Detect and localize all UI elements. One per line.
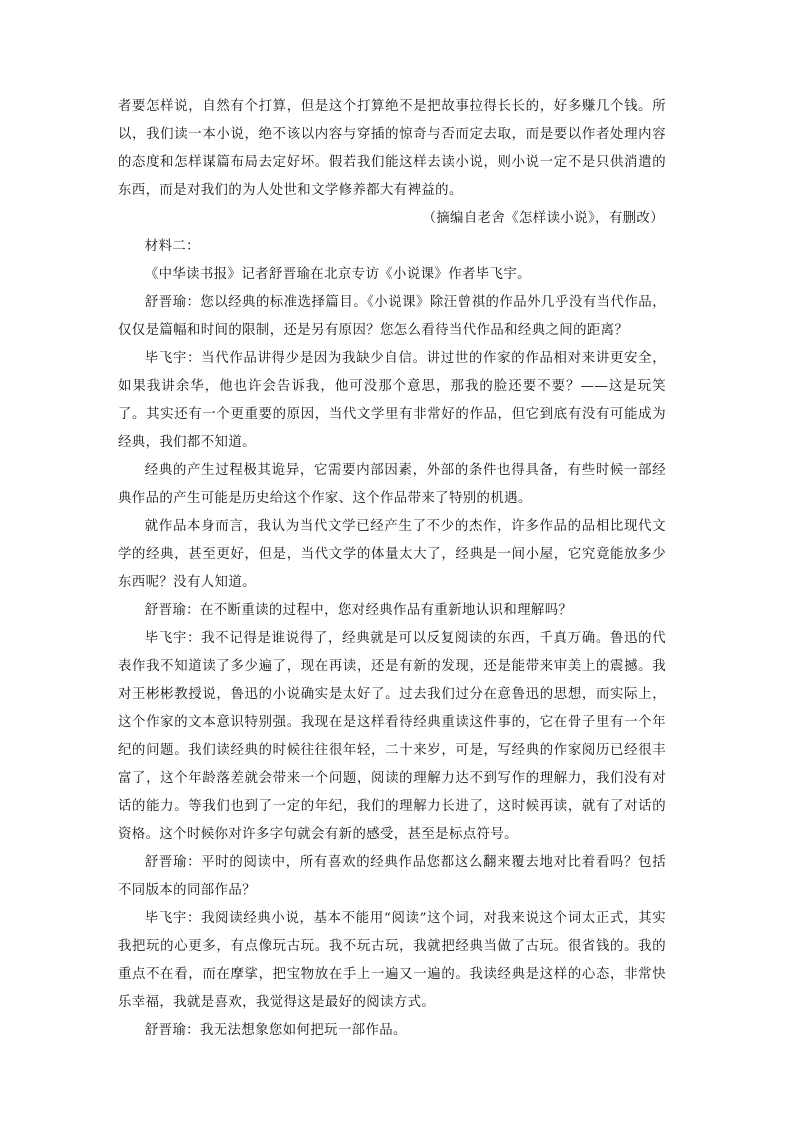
interview-answer-1-cont-a: 经典的产生过程极其诡异，它需要内部因素，外部的条件也得具备，有些时候一部经典作品的产生可能是历史给这个作家、这个作品带来了特别的机遇。: [118, 463, 666, 506]
interview-answer-1-cont-b: 就作品本身而言，我认为当代文学已经产生了不少的杰作，许多作品的品相比现代文学的经典，甚至更好，但是，当代文学的体量太大了，经典是一间小屋，它究竟能放多少东西呢？没有人知道。: [118, 519, 666, 590]
source-citation: （摘编自老舍《怎样读小说》，有删改）: [422, 211, 664, 226]
interview-intro: 《中华读书报》记者舒晋瑜在北京专访《小说课》作者毕飞宇。: [144, 267, 531, 282]
essay-continuation-paragraph: 者要怎样说，自然有个打算，但是这个打算绝不是把故事拉得长长的，好多赚几个钱。所以，我们读一本小说，绝不该以内容与穿插的惊奇与否而定去取，而是要以作者处理内容的态度和怎样谋篇布局去定好坏。假若我们能这样去读小说，则小说一定不是只供消遣的东西，而是对我们的为人处世和文学修养都大有裨益的。: [118, 99, 666, 198]
interview-question-3: 舒晋瑜：平时的阅读中，所有喜欢的经典作品您都这么翻来覆去地对比着看吗？包括不同版本的同部作品？: [118, 855, 666, 898]
section-heading-material-two: 材料二：: [144, 239, 200, 254]
interview-question-4: 舒晋瑜：我无法想象您如何把玩一部作品。: [144, 1023, 407, 1038]
interview-question-2: 舒晋瑜：在不断重读的过程中，您对经典作品有重新地认识和理解吗？: [144, 603, 573, 618]
interview-answer-2: 毕飞宇：我不记得是谁说得了，经典就是可以反复阅读的东西，千真万确。鲁迅的代表作我不知道读了多少遍了，现在再读，还是有新的发现，还是能带来审美上的震撼。我对王彬彬教授说，鲁迅的小说确实是太好了。过去我们过分在意鲁迅的思想，而实际上，这个作家的文本意识特别强。我现在是这样看待经典重读这件事的，它在骨子里有一个年纪的问题。我们读经典的时候往往很年轻，二十来岁，可是，写经典的作家阅历已经很丰富了，这个年龄落差就会带来一个问题，阅读的理解力达不到写作的理解力，我们没有对话的能力。等我们也到了一定的年纪，我们的理解力长进了，这时候再读，就有了对话的资格。这个时候你对许多字句就会有新的感受，甚至是标点符号。: [118, 631, 666, 842]
document-page: [118, 93, 666, 1045]
interview-question-1: 舒晋瑜：您以经典的标准选择篇目。《小说课》除汪曾祺的作品外几乎没有当代作品，仅仅是篇幅和时间的限制，还是另有原因？您怎么看待当代作品和经典之间的距离？: [118, 295, 666, 338]
interview-answer-1: 毕飞宇：当代作品讲得少是因为我缺少自信。讲过世的作家的作品相对来讲更安全，如果我讲余华，他也许会告诉我，他可没那个意思，那我的脸还要不要？——这是玩笑了。其实还有一个更重要的原因，当代文学里有非常好的作品，但它到底有没有可能成为经典，我们都不知道。: [118, 351, 666, 450]
interview-answer-3: 毕飞宇：我阅读经典小说，基本不能用“阅读”这个词，对我来说这个词太正式，其实我把玩的心更多，有点像玩古玩。我不玩古玩，我就把经典当做了古玩。很省钱的。我的重点不在看，而在摩挲，把宝物放在手上一遍又一遍的。我读经典是这样的心态，非常快乐幸福，我就是喜欢，我觉得这是最好的阅读方式。: [118, 911, 666, 1010]
